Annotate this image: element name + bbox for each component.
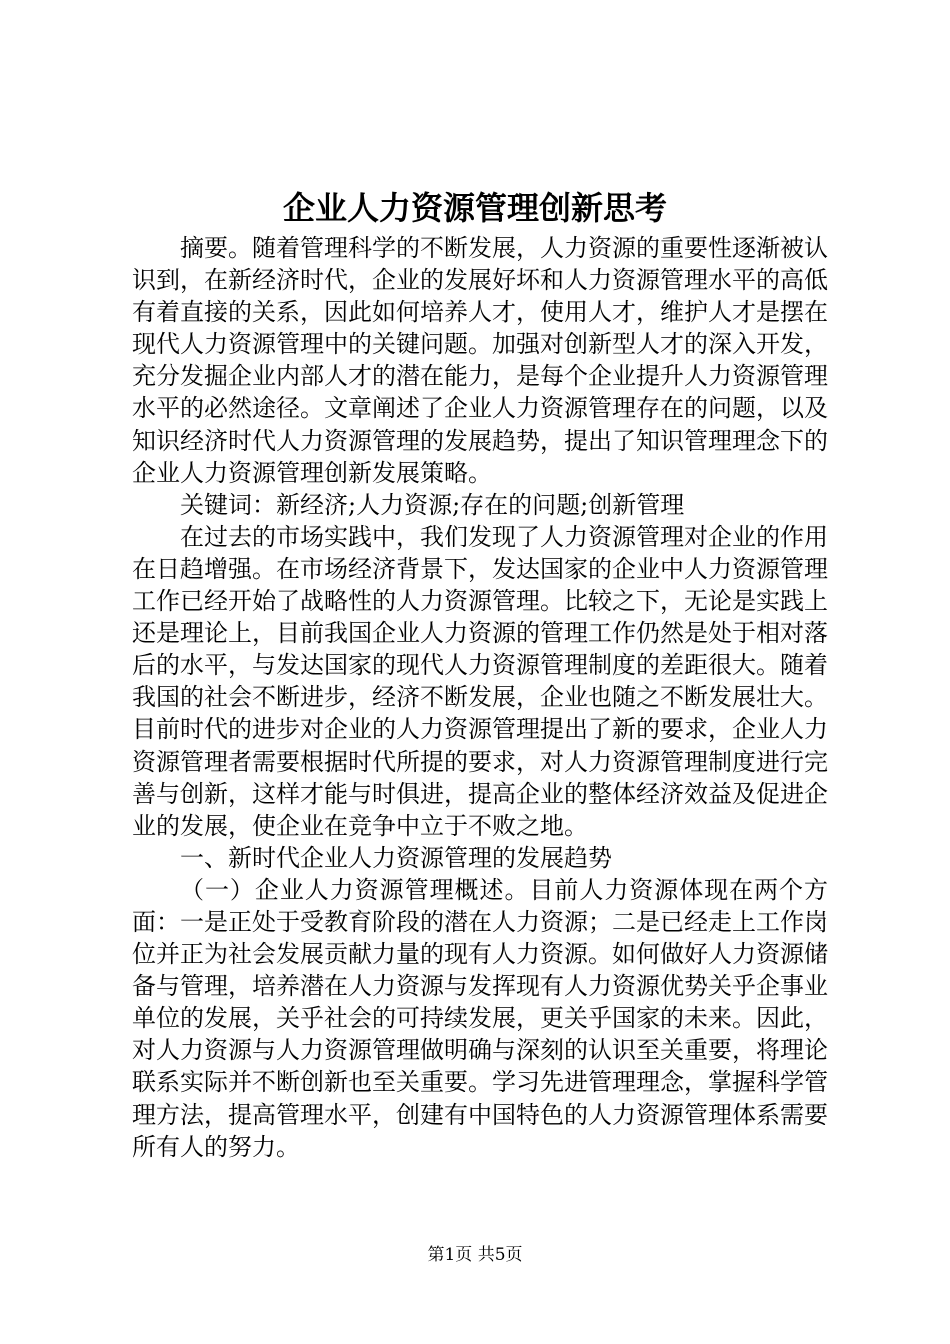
section-heading: 一、新时代企业人力资源管理的发展趋势 xyxy=(180,843,612,872)
subsection-paragraph: （一）企业人力资源管理概述。目前人力资源体现在两个方面：一是正处于受教育阶段的潜在人力资源；二是已经走上工作岗位并正为社会发展贡献力量的现有人力资源。如何做好人力资源储备与管理，培养潜在人力资源与发挥现有人力资源优势关乎企事业单位的发展，关乎社会的可持续发展，更关乎国家的未来。因此，对人力资源与人力资源管理做明确与深刻的认识至关重要，将理论联系实际并不断创新也至关重要。学习先进管理理念，掌握科学管理方法，提高管理水平，创建有中国特色的人力资源管理体系需要所有人的努力。 xyxy=(132,875,828,1161)
document-body xyxy=(132,232,828,1163)
document-title: 企业人力资源管理创新思考 xyxy=(282,189,667,227)
page-number-footer: 第1页 共5页 xyxy=(427,1245,523,1265)
abstract-paragraph: 摘要。随着管理科学的不断发展，人力资源的重要性逐渐被认识到，在新经济时代，企业的发展好坏和人力资源管理水平的高低有着直接的关系，因此如何培养人才，使用人才，维护人才是摆在现代人力资源管理中的关键问题。加强对创新型人才的深入开发，充分发掘企业内部人才的潜在能力，是每个企业提升人力资源管理水平的必然途径。文章阐述了企业人力资源管理存在的问题，以及知识经济时代人力资源管理的发展趋势，提出了知识管理理念下的企业人力资源管理创新发展策略。 xyxy=(132,234,828,487)
keywords-paragraph: 关键词：新经济;人力资源;存在的问题;创新管理 xyxy=(180,490,685,519)
intro-paragraph: 在过去的市场实践中，我们发现了人力资源管理对企业的作用在日趋增强。在市场经济背景下，发达国家的企业中人力资源管理工作已经开始了战略性的人力资源管理。比较之下，无论是实践上还是理论上，目前我国企业人力资源的管理工作仍然是处于相对落后的水平，与发达国家的现代人力资源管理制度的差距很大。随着我国的社会不断进步，经济不断发展，企业也随之不断发展壮大。目前时代的进步对企业的人力资源管理提出了新的要求，企业人力资源管理者需要根据时代所提的要求，对人力资源管理制度进行完善与创新，这样才能与时俱进，提高企业的整体经济效益及促进企业的发展，使企业在竞争中立于不败之地。 xyxy=(132,522,828,840)
